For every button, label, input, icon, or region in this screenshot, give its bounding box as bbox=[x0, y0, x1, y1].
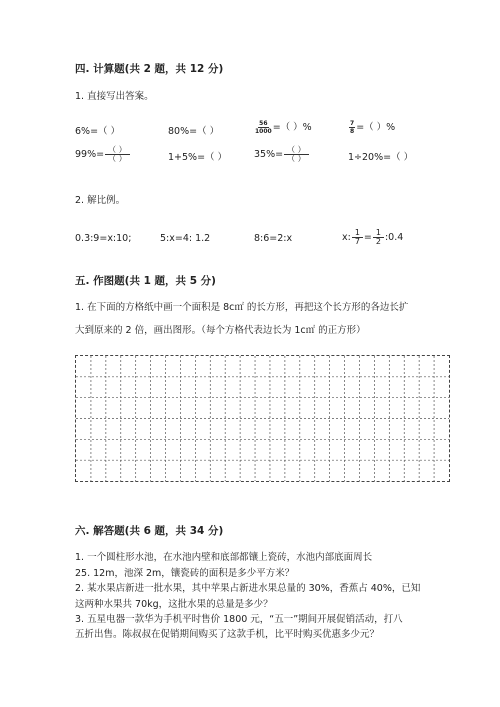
q1-item-8: 1÷20%=（ ） bbox=[348, 152, 414, 163]
q5-line-1: 1. 在下面的方格纸中画一个面积是 8c㎡ 的长方形，再把这个长方形的各边长扩 bbox=[75, 302, 409, 313]
fraction: $\frac{56}{1000}$ bbox=[255, 120, 272, 135]
q1-item-5: 99%= $\frac{( )}{( )}$ bbox=[75, 146, 131, 163]
q5-line-2: 大到原来的 2 倍，画出图形。（每个方格代表边长为 1c㎡ 的正方形） bbox=[75, 325, 366, 336]
section5-title: 五. 作图题(共 1 题，共 5 分) bbox=[75, 275, 216, 287]
q1-label: 1. 直接写出答案。 bbox=[75, 91, 154, 102]
q1-item-4: $\frac{7}{8}$ =（ ）% bbox=[350, 120, 396, 135]
q6-line-4: 这两种水果共 70kg，这批水果的总量是多少？ bbox=[75, 599, 273, 610]
fraction: $\frac{1}{2}$ bbox=[373, 229, 384, 246]
q1-item-3: $\frac{56}{1000}$ =（ ）% bbox=[255, 120, 312, 135]
q1-item-6: 1+5%=（ ） bbox=[168, 152, 228, 163]
q1-item-7: 35%= $\frac{( )}{( )}$ bbox=[254, 146, 310, 163]
square-grid-paper bbox=[75, 355, 450, 482]
section6-title: 六. 解答题(共 6 题，共 34 分) bbox=[75, 525, 224, 537]
q2-item-3: 8:6=2:x bbox=[254, 233, 293, 244]
q2-label: 2. 解比例。 bbox=[75, 195, 126, 206]
q2-item-4: x: $\frac{1}{7}$ = $\frac{1}{2}$ :0.4 bbox=[342, 228, 404, 246]
q6-line-2: 25. 12m，池深 2m，镶瓷砖的面积是多少平方米？ bbox=[75, 568, 295, 579]
q6-line-5: 3. 五星电器一款华为手机平时售价 1800 元，“五一”期间开展促销活动，打八 bbox=[75, 614, 403, 625]
fraction: $\frac{( )}{( )}$ bbox=[105, 146, 130, 163]
q1-item-1: 6%=（ ） bbox=[75, 126, 121, 137]
fraction: $\frac{( )}{( )}$ bbox=[284, 146, 309, 163]
q2-item-1: 0.3:9=x:10; bbox=[75, 233, 132, 244]
grid-lines bbox=[76, 356, 449, 481]
fraction: $\frac{7}{8}$ bbox=[350, 120, 355, 135]
q6-line-6: 五折出售。陈叔叔在促销期间购买了这款手机，比平时购买优惠多少元？ bbox=[75, 629, 380, 640]
q6-line-3: 2. 某水果店新进一批水果，其中苹果占新进水果总量的 30%，香蕉占 40%，已知 bbox=[75, 583, 421, 594]
q6-line-1: 1. 一个圆柱形水池，在水池内壁和底部都镶上瓷砖，水池内部底面周长 bbox=[75, 552, 373, 563]
fraction: $\frac{1}{7}$ bbox=[352, 229, 363, 246]
q2-item-2: 5:x=4: 1.2 bbox=[160, 233, 211, 244]
section4-title: 四. 计算题(共 2 题，共 12 分) bbox=[75, 63, 224, 75]
q1-item-2: 80%=（ ） bbox=[168, 126, 220, 137]
